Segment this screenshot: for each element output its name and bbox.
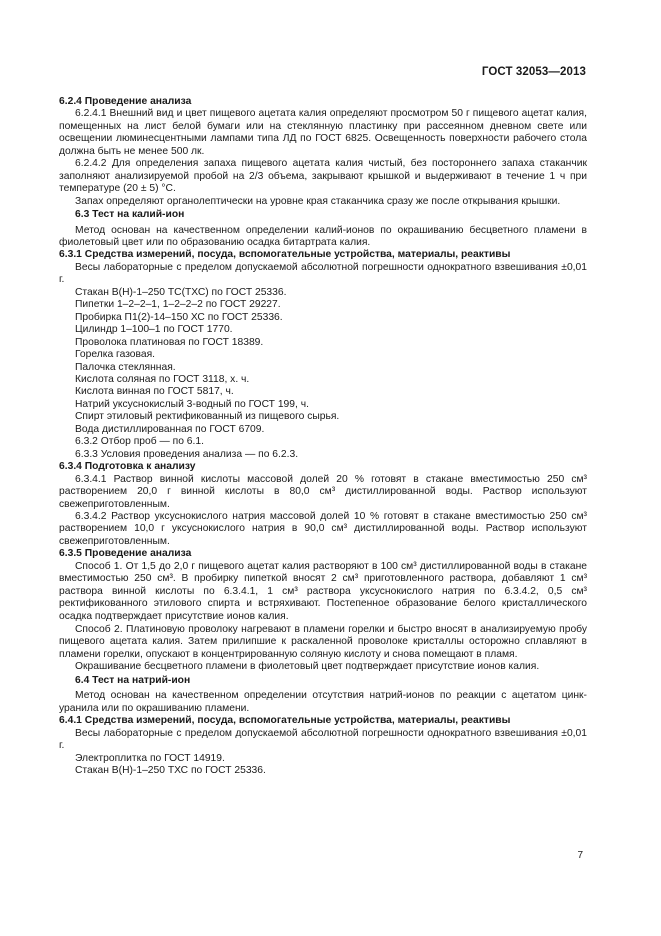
paragraph: Способ 1. От 1,5 до 2,0 г пищевого ацетат калия растворяют в 100 см³ дистиллированной воды в стакане вместимостью 250 см³. В пробирку пипеткой вносят 2 см³ приготовленного раствора, добавляют 1 см³ раствора винной кислоты по 6.3.4.1, 1 см³ раствора уксуснокислого натрия по 6.3.4.2, 0,5 см³ ректификованного этилового спирта и встряхивают. Постепенное образование белого кристаллического осадка подтверждает присутствие ионов калия. [59,560,587,622]
paragraph: Вода дистиллированная по ГОСТ 6709. [75,423,265,435]
paragraph: 6.3.2 Отбор проб — по 6.1. [75,436,204,448]
paragraph: 6.2.4.1 Внешний вид и цвет пищевого ацетата калия определяют просмотром 50 г пищевого ацетат калия, помещенных на лист белой бумаги или на стеклянную пластинку при рассеянном дневном свете или освещении люминесцентными лампами типа ЛД по ГОСТ 6825. Освещенность поверхности рабочего стола должна быть не менее 500 лк. [59,108,587,157]
paragraph: Запах определяют органолептически на уровне края стаканчика сразу же после открывания крышки. [75,195,561,207]
section-heading: 6.3.5 Проведение анализа [59,548,192,560]
section-heading: 6.3.1 Средства измерений, посуда, вспомогательные устройства, материалы, реактивы [59,249,511,261]
paragraph: 6.2.4.2 Для определения запаха пищевого ацетата калия чистый, без постороннего запаха стаканчик заполняют анализируемой пробой на 2/3 объема, закрывают крышкой и выдерживают в течение 1 ч при температуре (20 ± 5) °С. [59,158,587,195]
paragraph: Спирт этиловый ректификованный из пищевого сырья. [75,411,340,423]
paragraph: Пробирка П1(2)-14–150 ХС по ГОСТ 25336. [75,311,283,323]
page-number: 7 [577,850,583,861]
section-heading: 6.3 Тест на калий-ион [75,209,185,221]
standard-header: ГОСТ 32053—2013 [481,66,586,78]
paragraph: Горелка газовая. [75,349,156,361]
paragraph: Метод основан на качественном определении калий-ионов по окрашиванию бесцветного пламени в фиолетовый цвет или по образованию осадка битартрата калия. [59,224,587,248]
paragraph: Пипетки 1–2–2–1, 1–2–2–2 по ГОСТ 29227. [75,299,281,311]
paragraph: Кислота соляная по ГОСТ 3118, х. ч. [75,373,250,385]
paragraph: 6.3.4.1 Раствор винной кислоты массовой долей 20 % готовят в стакане вместимостью 250 см³ растворением 20,0 г винной кислоты в 80,0 см³ дистиллированной воды. Раствор используют свежеприготовленным. [59,473,587,510]
paragraph: Стакан В(Н)-1–250 ТС(ТХС) по ГОСТ 25336. [75,286,287,298]
paragraph: Электроплитка по ГОСТ 14919. [75,752,225,764]
paragraph: Весы лабораторные с пределом допускаемой абсолютной погрешности однократного взвешивания ±0,01 г. [59,727,587,752]
paragraph: Натрий уксуснокислый 3-водный по ГОСТ 199, ч. [75,398,309,410]
paragraph: Кислота винная по ГОСТ 5817, ч. [75,386,234,398]
section-heading: 6.4 Тест на натрий-ион [75,674,191,686]
paragraph: 6.3.3 Условия проведения анализа — по 6.2.3. [75,448,299,460]
paragraph: Стакан В(Н)-1–250 ТХС по ГОСТ 25336. [75,765,266,777]
paragraph: Палочка стеклянная. [75,361,176,373]
paragraph: Цилиндр 1–100–1 по ГОСТ 1770. [75,324,233,336]
paragraph: Окрашивание бесцветного пламени в фиолетовый цвет подтверждает присутствие ионов калия. [75,661,540,673]
document-body [59,96,587,777]
paragraph: Способ 2. Платиновую проволоку нагревают в пламени горелки и быстро вносят в анализируемую пробу пищевого ацетата калия. Затем прилипшие к раскаленной проволоке кристаллы осторожно сплавляют в пламени горелки, опускают в концентрированную соляную кислоту и снова помещают в пламя. [59,624,587,660]
paragraph: Весы лабораторные с пределом допускаемой абсолютной погрешности однократного взвешивания ±0,01 г. [59,261,587,286]
paragraph: Метод основан на качественном определении отсутствия натрий-ионов по реакции с ацетатом цинк-уранила или по окрашиванию пламени. [59,690,587,714]
section-heading: 6.2.4 Проведение анализа [59,96,192,107]
paragraph: Проволока платиновая по ГОСТ 18389. [75,336,264,348]
section-heading: 6.3.4 Подготовка к анализу [59,461,196,473]
paragraph: 6.3.4.2 Раствор уксуснокислого натрия массовой долей 10 % готовят в стакане вместимостью 250 см³ растворением 10,0 г уксуснокислого натрия в 90,0 см³ дистиллированной воды. Раствор используют свежеприготовленным. [59,510,587,547]
section-heading: 6.4.1 Средства измерений, посуда, вспомогательные устройства, материалы, реактивы [59,715,511,727]
